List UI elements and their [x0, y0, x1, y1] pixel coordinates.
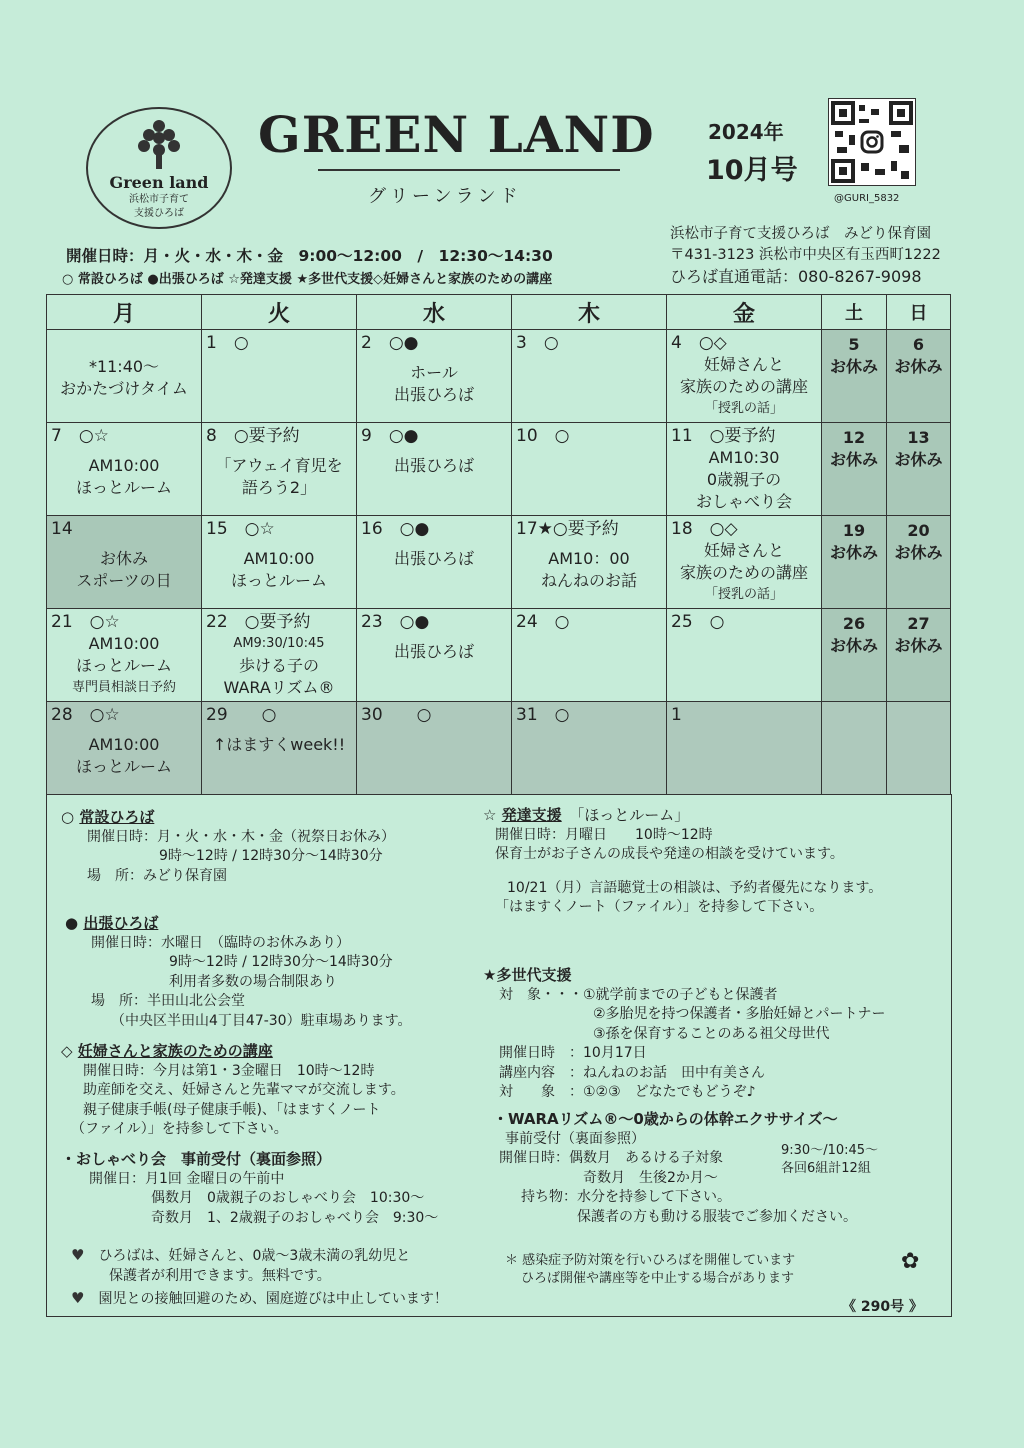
day-event-text: お休み: [894, 357, 943, 376]
hattatsu-title: 発達支援: [501, 806, 562, 824]
logo-subtext-2: 支援ひろば: [134, 208, 184, 219]
calendar-day-cell: [667, 423, 822, 516]
day-number: 29 ○: [206, 705, 277, 725]
day-number: 4 ○◇: [671, 333, 727, 353]
calendar-day-cell: [667, 609, 822, 702]
ninpu-line-2: 助産師を交え、妊婦さんと先輩ママが交流します。: [83, 1082, 405, 1098]
tasedai-line-4: 開催日時 ：10月17日: [499, 1045, 647, 1061]
weekday-sun: 日: [887, 295, 951, 330]
kansen-section: [505, 1252, 795, 1288]
day-event-text: AM10:00: [88, 634, 160, 653]
opening-hours: 開催日時：月・火・水・木・金 9:00～12:00 / 12:30～14:30: [66, 247, 553, 265]
day-event-text: 「授乳の話」: [704, 587, 783, 602]
organization-info: [670, 224, 941, 287]
day-number: 3 ○: [516, 333, 559, 353]
day-number: 13: [907, 428, 930, 447]
day-number: 10 ○: [516, 426, 570, 446]
day-number: 1: [671, 705, 682, 725]
info-section: [46, 794, 952, 1317]
tasedai-line-3: ③孫を保育することのある祖父母世代: [593, 1025, 830, 1042]
day-number: 12: [842, 428, 866, 447]
hattatsu-subtitle: 「ほっとルーム」: [576, 806, 690, 824]
calendar-week-row: [47, 423, 951, 516]
calendar-day-cell: [202, 516, 357, 609]
logo-text: Green land: [109, 173, 209, 192]
day-event-text: お休み: [99, 549, 148, 568]
calendar-day-cell: [357, 609, 512, 702]
calendar-day-cell: [887, 423, 951, 516]
day-event-text: おかたづけタイム: [60, 379, 188, 398]
day-event-text: 「授乳の話」: [704, 401, 783, 416]
shutcho-line-3: 利用者多数の場合制限あり: [169, 973, 337, 990]
calendar-day-cell: [512, 330, 667, 423]
hattatsu-line-3: 10/21（月）言語聴覚士の相談は、予約者優先になります。: [507, 879, 883, 896]
day-number: 8 ○要予約: [206, 426, 300, 446]
day-event-text: ほっとルーム: [230, 571, 327, 590]
day-number: 22 ○要予約: [206, 612, 311, 632]
heart-icon: ♥: [71, 1289, 85, 1307]
day-number: 1 ○: [206, 333, 249, 353]
wara-times: [781, 1142, 878, 1178]
oshaberi-section: [61, 1150, 438, 1228]
day-event-text: お休み: [894, 543, 943, 562]
day-number: 31 ○: [516, 705, 570, 725]
heart-icon: ♥: [71, 1246, 85, 1264]
day-number: 30 ○: [361, 705, 432, 725]
calendar-week-row: [47, 702, 951, 795]
day-event-text: WARAリズム®: [223, 678, 335, 697]
green-land-logo: [86, 107, 232, 229]
hattatsu-line-1: 開催日時：月曜日 10時～12時: [495, 826, 713, 843]
day-event-text: スポーツの日: [76, 571, 172, 590]
tasedai-line-6: 対 象 ：①②③ どなたでもどうぞ♪: [499, 1084, 756, 1100]
oshaberi-line-2: 偶数月 0歳親子のおしゃべり会 10:30～: [151, 1190, 425, 1206]
day-event-text: 家族のための講座: [679, 563, 808, 582]
calendar-day-cell: [667, 330, 822, 423]
weekday-wed: 水: [357, 295, 512, 330]
day-event-text: 家族のための講座: [679, 377, 808, 396]
kansen-line-2: ひろば開催や講座等を中止する場合があります: [521, 1271, 795, 1286]
calendar-day-cell: [822, 516, 887, 609]
ninpu-title: 妊婦さんと家族のための講座: [77, 1042, 273, 1060]
day-event-text: 「アウェイ育児を: [215, 456, 343, 475]
joset-line-2: 9時～12時 / 12時30分～14時30分: [159, 848, 383, 864]
shutcho-title: 出張ひろば: [83, 914, 159, 932]
tasedai-line-2: ②多胎児を持つ保護者・多胎妊婦とパートナー: [593, 1006, 886, 1022]
wara-line-4: 持ち物：水分を持参して下さい。: [521, 1189, 731, 1205]
day-event-text: 出張ひろば: [393, 642, 474, 661]
issue-number: 《 290号 》: [842, 1299, 923, 1315]
instagram-id: @GURI_5832: [834, 193, 900, 204]
tree-icon: [136, 117, 182, 171]
day-number: 23 ○●: [361, 612, 430, 632]
calendar-day-cell: [512, 423, 667, 516]
day-event-text: ねんねのお話: [540, 571, 637, 590]
day-number: 19: [842, 521, 866, 540]
day-event-text: AM10:30: [708, 448, 780, 467]
day-event-text: 歩ける子の: [238, 656, 319, 675]
tasedai-title: ★多世代支援: [483, 966, 572, 984]
day-event-text: ホール: [410, 363, 458, 382]
day-number: 2 ○●: [361, 333, 419, 353]
day-event-text: AM10:00: [88, 735, 160, 754]
day-event-text: 妊婦さんと: [703, 541, 784, 560]
ninpu-section: [61, 1042, 405, 1140]
filled-circle-icon: ●: [65, 914, 84, 932]
calendar-day-cell: [357, 702, 512, 795]
october-calendar: [46, 294, 951, 795]
shutcho-line-5: （中央区半田山4丁目47-30）駐車場あります。: [111, 1012, 412, 1029]
ninpu-line-3: 親子健康手帳(母子健康手帳)、「はますくノート: [83, 1101, 381, 1118]
day-event-text: 語ろう2」: [241, 478, 317, 497]
calendar-day-cell: [47, 330, 202, 423]
day-event-text: ↑はますくweek!!: [212, 735, 346, 754]
weekday-tue: 火: [202, 295, 357, 330]
joset-line-1: 開催日時：月・火・水・木・金（祝祭日お休み）: [87, 828, 395, 845]
day-event-text: お休み: [829, 636, 878, 655]
day-number: 9 ○●: [361, 426, 419, 446]
newsletter-title: GREEN LAND: [258, 105, 655, 164]
joset-section: [61, 808, 395, 886]
open-circle-icon: ○: [61, 808, 80, 826]
calendar-day-cell: [667, 516, 822, 609]
weekday-sat: 土: [822, 295, 887, 330]
oshaberi-line-3: 奇数月 1、2歳親子のおしゃべり会 9:30～: [151, 1209, 439, 1226]
day-number: 5: [848, 335, 860, 354]
day-number: 7 ○☆: [51, 426, 109, 446]
calendar-day-cell: [202, 330, 357, 423]
day-event-text: AM10:00: [243, 549, 315, 568]
shutcho-line-1: 開催日時：水曜日 （臨時のお休みあり）: [91, 934, 350, 951]
day-event-text: AM10：00: [548, 549, 630, 568]
diamond-icon: ◇: [61, 1042, 78, 1060]
newsletter-subtitle: グリーンランド: [368, 186, 522, 207]
calendar-day-cell: [357, 423, 512, 516]
clover-icon: ✿: [901, 1249, 920, 1274]
ninpu-line-4: （ファイル）」を持参して下さい。: [71, 1121, 288, 1137]
wara-line-2: 開催日時：偶数月 あるける子対象: [499, 1150, 723, 1166]
hattatsu-section: [483, 806, 882, 918]
calendar-day-cell: [47, 423, 202, 516]
wara-times-text: 9:30～/10:45～: [781, 1143, 879, 1158]
calendar-day-cell: [512, 516, 667, 609]
calendar-day-cell: [202, 702, 357, 795]
wara-line-3: 奇数月 生後2か月～: [583, 1169, 718, 1186]
day-event-text: *11:40～: [88, 357, 160, 376]
tasedai-line-5: 講座内容 ：ねんねのお話 田中有美さん: [499, 1064, 765, 1081]
tasedai-line-1: 対 象・・・①就学前までの子どもと保護者: [499, 986, 778, 1003]
day-event-text: 出張ひろば: [393, 549, 474, 568]
symbol-legend: ○ 常設ひろば ●出張ひろば ☆発達支援 ★多世代支援◇妊婦さんと家族のための講座: [62, 272, 553, 287]
kansen-line-1: ＊ 感染症予防対策を行いひろばを開催しています: [505, 1253, 796, 1268]
shutcho-line-4: 場 所：半田山北公会堂: [91, 993, 245, 1009]
day-number: 25 ○: [671, 612, 725, 632]
day-number: 20: [907, 521, 930, 540]
day-event-text: 出張ひろば: [393, 385, 474, 404]
day-event-text: ほっとルーム: [75, 656, 172, 675]
calendar-day-cell: [887, 516, 951, 609]
day-event-text: 0歳親子の: [706, 470, 782, 489]
day-number: 15 ○☆: [206, 519, 275, 539]
wara-title: ・WARAリズム®～0歳からの体幹エクササイズ～: [493, 1110, 838, 1128]
calendar-day-cell: [887, 609, 951, 702]
notes-section: [71, 1246, 448, 1310]
wara-line-1: 事前受付（裏面参照）: [505, 1130, 645, 1147]
day-event-text: 妊婦さんと: [703, 355, 784, 374]
day-number: 21 ○☆: [51, 612, 120, 632]
day-number: 17★○要予約: [516, 519, 619, 539]
day-number: 28 ○☆: [51, 705, 120, 725]
note-line-1: ひろばは、妊婦さんと、0歳～3歳未満の乳幼児と: [98, 1248, 411, 1264]
calendar-day-cell: [202, 423, 357, 516]
calendar-week-row: [47, 516, 951, 609]
day-number: 11 ○要予約: [671, 426, 776, 446]
calendar-day-cell: [357, 516, 512, 609]
calendar-day-cell: [512, 609, 667, 702]
note-line-2: 保護者が利用できます。無料です。: [109, 1267, 331, 1284]
day-event-text: ほっとルーム: [75, 757, 172, 776]
ninpu-line-1: 開催日時：今月は第1・3金曜日 10時～12時: [83, 1062, 375, 1079]
logo-subtext-1: 浜松市子育て: [129, 194, 189, 205]
day-event-text: AM10:00: [88, 456, 160, 475]
calendar-day-cell: [822, 330, 887, 423]
day-number: 18 ○◇: [671, 519, 738, 539]
day-number: 6: [912, 335, 925, 354]
wara-line-5: 保護者の方も動ける服装でご参加ください。: [577, 1208, 857, 1225]
organization-name: 浜松市子育て支援ひろば みどり保育園: [670, 226, 931, 242]
day-event-text: 出張ひろば: [393, 456, 474, 475]
day-number: 16 ○●: [361, 519, 430, 539]
organization-phone: ひろば直通電話：080-8267-9098: [670, 267, 922, 286]
calendar-day-cell: [47, 609, 202, 702]
weekday-fri: 金: [667, 295, 822, 330]
star-outline-icon: ☆: [483, 806, 502, 824]
oshaberi-line-1: 開催日：月1回 金曜日の午前中: [89, 1170, 285, 1187]
calendar-day-cell: [357, 330, 512, 423]
tasedai-section: [483, 966, 886, 1103]
oshaberi-title: ・おしゃべり会 事前受付（裏面参照）: [61, 1150, 332, 1168]
issue-month: 10月号: [706, 155, 798, 186]
weekday-header-row: [47, 295, 951, 330]
calendar-day-cell: [887, 330, 951, 423]
day-event-text: お休み: [894, 450, 943, 469]
calendar-day-cell: [822, 423, 887, 516]
shutcho-section: [65, 914, 411, 1031]
shutcho-line-2: 9時～12時 / 12時30分～14時30分: [169, 954, 393, 970]
day-event-text: お休み: [829, 450, 878, 469]
day-event-text: おしゃべり会: [695, 492, 792, 511]
issue-year: 2024年: [708, 120, 784, 144]
hattatsu-line-4: 「はますくノート（ファイル）」を持参して下さい。: [495, 899, 824, 915]
day-number: 26: [842, 614, 866, 633]
calendar-day-cell: [47, 516, 202, 609]
day-number: 27: [907, 614, 930, 633]
calendar-day-cell: [822, 609, 887, 702]
day-event-text: 専門員相談日予約: [71, 680, 176, 695]
day-event-text: お休み: [829, 357, 878, 376]
calendar-day-cell: [667, 702, 822, 795]
joset-line-3: 場 所：みどり保育園: [87, 867, 227, 884]
hattatsu-line-2: 保育士がお子さんの成長や発達の相談を受けています。: [495, 846, 844, 862]
note-line-3: 園児との接触回避のため、園庭遊びは中止しています！: [98, 1291, 448, 1307]
calendar-day-cell: [202, 609, 357, 702]
day-event-text: AM9:30/10:45: [233, 636, 325, 651]
instagram-qr-code[interactable]: [828, 98, 916, 186]
calendar-day-cell: [512, 702, 667, 795]
weekday-mon: 月: [47, 295, 202, 330]
day-number: 24 ○: [516, 612, 570, 632]
day-event-text: ほっとルーム: [75, 478, 172, 497]
day-event-text: お休み: [829, 543, 878, 562]
day-number: 14: [51, 519, 73, 539]
calendar-day-cell: [47, 702, 202, 795]
wara-group-text: 各回6組計12組: [781, 1161, 871, 1176]
calendar-week-row: [47, 609, 951, 702]
calendar-day-cell: [887, 702, 951, 795]
title-underline: [318, 169, 620, 171]
joset-title: 常設ひろば: [79, 808, 155, 826]
weekday-thu: 木: [512, 295, 667, 330]
calendar-week-row: [47, 330, 951, 423]
calendar-day-cell: [822, 702, 887, 795]
day-event-text: お休み: [894, 636, 943, 655]
organization-address: 〒431-3123 浜松市中央区有玉西町1222: [670, 247, 941, 263]
